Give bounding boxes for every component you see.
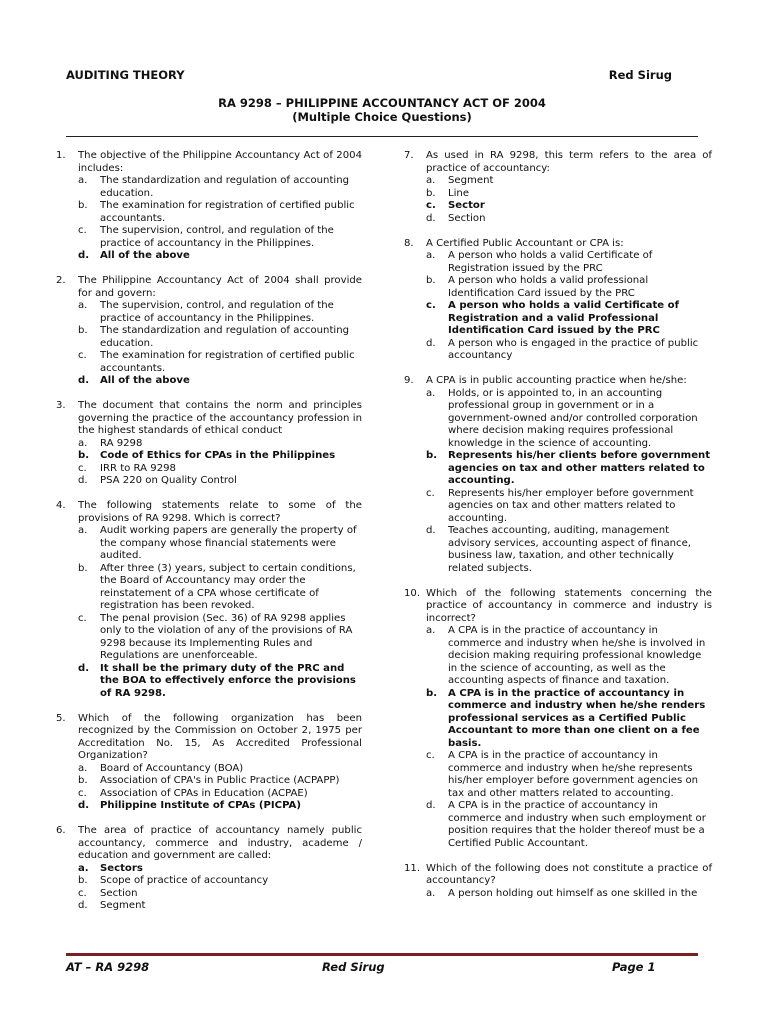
question-line [56, 400, 362, 438]
question-stem: The document that contains the norm and principles governing the practice of the accountancy profession in the highest standards of ethical conduct [78, 400, 362, 436]
answer-option [404, 688, 712, 751]
question-number: 8. [404, 237, 414, 249]
option-text: A person who holds a valid Certificate of Registration issued by the PRC [448, 250, 653, 274]
title-line-1: RA 9298 – PHILIPPINE ACCOUNTANCY ACT OF 2004 [218, 96, 546, 110]
option-text: Teaches accounting, auditing, management advisory services, accounting aspect of finance, business law, taxation, and other technically related subjects. [448, 525, 692, 574]
option-letter: a. [78, 862, 89, 874]
question-line [404, 238, 712, 251]
option-letter: d. [78, 662, 90, 674]
choice-option [404, 888, 712, 901]
question-line [404, 150, 712, 175]
option-text: PSA 220 on Quality Control [100, 475, 237, 486]
footer-doc-code: AT – RA 9298 [66, 960, 150, 974]
option-text: A person holding out himself as one skilled in the [448, 887, 698, 899]
question-number: 1. [56, 150, 66, 161]
option-letter: a. [426, 887, 436, 899]
answer-option [56, 450, 362, 463]
answer-option [404, 300, 712, 338]
choice-option [56, 900, 362, 913]
option-letter: b. [78, 325, 88, 336]
choice-option [404, 213, 712, 226]
question-stem: Which of the following statements concerning the practice of accountancy in commerce and industry is incorrect? [426, 587, 712, 624]
question-item [404, 238, 712, 363]
option-letter: a. [78, 437, 88, 449]
question-stem: The objective of the Philippine Accountancy Act of 2004 includes: [78, 150, 362, 174]
question-item [404, 863, 712, 901]
option-text: A person who holds a valid professional Identification Card issued by the PRC [448, 275, 649, 299]
footer-page-number: Page 1 [612, 960, 656, 974]
question-item [404, 375, 712, 575]
option-letter: b. [78, 450, 90, 461]
option-text: The supervision, control, and regulation of the practice of accountancy in the Philippines. [100, 225, 334, 249]
option-letter: d. [78, 475, 88, 486]
choice-option [404, 488, 712, 526]
option-text: A CPA is in the practice of accountancy in commerce and industry when such employment or position requires that the holder thereof must be a Certified Public Accountant. [448, 800, 706, 849]
question-line [56, 150, 362, 175]
option-letter: a. [426, 250, 436, 261]
choice-option [56, 775, 362, 788]
question-item [404, 588, 712, 851]
option-text: RA 9298 [100, 437, 143, 449]
right-column [404, 150, 712, 900]
question-stem: The following statements relate to some of the provisions of RA 9298. Which is correct? [78, 500, 362, 524]
option-text: All of the above [100, 250, 190, 261]
page-footer [66, 960, 698, 976]
answer-option [56, 800, 362, 813]
option-letter: b. [426, 187, 436, 199]
option-text: The supervision, control, and regulation of the practice of accountancy in the Philippines. [100, 300, 334, 324]
option-letter: b. [78, 562, 88, 574]
question-stem: A CPA is in public accounting practice when he/she: [426, 375, 687, 386]
choice-option [56, 563, 362, 613]
question-number: 2. [56, 275, 66, 286]
question-item [56, 825, 362, 913]
option-text: Represents his/her employer before government agencies on tax and other matters related to accounting. [448, 487, 694, 524]
question-number: 5. [56, 712, 66, 724]
answer-option [56, 375, 362, 388]
choice-option [404, 250, 712, 275]
choice-option [56, 875, 362, 888]
choice-option [56, 888, 362, 901]
option-text: A person who is engaged in the practice of public accountancy [448, 337, 699, 361]
option-text: Audit working papers are generally the property of the company whose financial statements were audited. [100, 525, 357, 561]
option-text: Sectors [100, 862, 143, 874]
option-letter: b. [426, 275, 436, 286]
choice-option [56, 350, 362, 375]
option-letter: a. [426, 387, 436, 399]
choice-option [56, 613, 362, 663]
option-letter: c. [78, 225, 87, 236]
option-text: IRR to RA 9298 [100, 462, 176, 474]
option-letter: c. [426, 487, 435, 499]
option-text: The examination for registration of certified public accountants. [100, 350, 355, 374]
choice-option [56, 763, 362, 776]
choice-option [56, 438, 362, 451]
option-letter: d. [78, 900, 88, 911]
footer-divider [66, 953, 698, 956]
option-text: After three (3) years, subject to certain conditions, the Board of Accountancy may order the reinstatement of a CPA whose certificate of registration has been revoked. [100, 562, 356, 611]
option-text: A CPA is in the practice of accountancy in commerce and industry when he/she renders professional services as a Certified Public Accountant to more than one client on a fee basis. [448, 687, 706, 749]
option-text: Line [448, 187, 470, 199]
question-stem: A Certified Public Accountant or CPA is: [426, 237, 624, 249]
question-number: 9. [404, 375, 414, 386]
page-header [66, 68, 672, 84]
choice-option [56, 463, 362, 476]
option-letter: c. [78, 350, 87, 361]
choice-option [56, 225, 362, 250]
option-text: Section [100, 887, 138, 899]
option-text: All of the above [100, 375, 190, 386]
option-text: Association of CPA's in Public Practice (ACPAPP) [100, 775, 340, 786]
choice-option [56, 525, 362, 563]
question-line [404, 588, 712, 626]
question-number: 4. [56, 500, 66, 511]
option-letter: a. [426, 625, 436, 636]
question-number: 11. [404, 862, 421, 874]
question-line [56, 275, 362, 300]
option-letter: b. [78, 200, 88, 211]
option-text: A CPA is in the practice of accountancy in commerce and industry when he/she represents his/her employer before government agencies on tax and other matters related to accounting. [448, 750, 699, 799]
option-text: The standardization and regulation of accounting education. [100, 325, 350, 349]
choice-option [56, 175, 362, 200]
option-text: The standardization and regulation of accounting education. [100, 175, 350, 199]
left-column [56, 150, 362, 913]
option-letter: a. [78, 300, 88, 311]
question-item [56, 150, 362, 263]
header-author: Red Sirug [608, 68, 672, 82]
option-text: Board of Accountancy (BOA) [100, 762, 244, 774]
option-text: It shall be the primary duty of the PRC and the BOA to effectively enforce the provisions of RA 9298. [100, 662, 356, 699]
answer-option [404, 450, 712, 488]
choice-option [56, 300, 362, 325]
option-letter: d. [78, 800, 90, 811]
choice-option [404, 275, 712, 300]
question-line [56, 500, 362, 525]
question-number: 3. [56, 400, 66, 411]
answer-option [56, 863, 362, 876]
question-number: 6. [56, 825, 66, 836]
question-stem: Which of the following organization has been recognized by the Commission on October 2, 1975 per Accreditation No. 15, As Accredited Professional Organization? [78, 712, 362, 761]
option-letter: c. [426, 750, 435, 761]
option-text: Represents his/her clients before government agencies on tax and other matters related to accounting. [448, 450, 711, 486]
option-letter: a. [78, 762, 88, 774]
option-text: The examination for registration of certified public accountants. [100, 200, 355, 224]
answer-option [56, 663, 362, 701]
option-letter: d. [426, 212, 436, 224]
choice-option [404, 338, 712, 363]
option-text: Code of Ethics for CPAs in the Philippines [100, 450, 336, 461]
question-line [404, 375, 712, 388]
option-letter: a. [78, 525, 88, 536]
option-text: Holds, or is appointed to, in an accounting professional group in government or in a government-owned and/or controlled corporation where decision making requires professional knowledge in the science of accounting. [448, 387, 698, 449]
option-text: Scope of practice of accountancy [100, 875, 269, 886]
choice-option [404, 800, 712, 850]
option-letter: d. [426, 525, 436, 536]
option-letter: b. [78, 775, 88, 786]
option-text: Section [448, 212, 486, 224]
footer-author: Red Sirug [322, 960, 385, 974]
question-stem: The area of practice of accountancy namely public accountancy, commerce and industry, academe / education and government are called: [78, 825, 362, 861]
option-letter: d. [426, 337, 436, 349]
choice-option [56, 788, 362, 801]
question-number: 10. [404, 587, 421, 599]
option-letter: a. [78, 175, 88, 186]
option-letter: b. [426, 687, 438, 699]
option-text: Segment [448, 175, 494, 186]
option-letter: d. [78, 250, 90, 261]
option-letter: c. [426, 200, 436, 211]
title-line-2: (Multiple Choice Questions) [292, 110, 472, 124]
question-stem: The Philippine Accountancy Act of 2004 shall provide for and govern: [78, 275, 362, 299]
answer-option [56, 250, 362, 263]
question-item [56, 500, 362, 700]
choice-option [404, 188, 712, 201]
choice-option [56, 200, 362, 225]
question-item [404, 150, 712, 225]
option-text: A CPA is in the practice of accountancy in commerce and industry when he/she is involved in decision making requiring professional knowledge in the science of accounting, as well as the accounting aspects of finance and taxation. [448, 625, 706, 686]
choice-option [404, 175, 712, 188]
question-line [404, 863, 712, 888]
choice-option [404, 625, 712, 688]
option-text: Association of CPAs in Education (ACPAE) [100, 787, 308, 799]
option-letter: d. [78, 375, 90, 386]
choice-option [56, 475, 362, 488]
option-letter: b. [78, 875, 88, 886]
header-divider [66, 136, 698, 137]
question-item [56, 275, 362, 388]
option-letter: c. [78, 787, 87, 799]
option-text: Sector [448, 200, 485, 211]
choice-option [404, 388, 712, 451]
question-stem: As used in RA 9298, this term refers to the area of practice of accountancy: [426, 150, 712, 174]
header-subject: AUDITING THEORY [66, 68, 185, 82]
question-line [56, 713, 362, 763]
choice-option [404, 750, 712, 800]
option-letter: c. [426, 300, 436, 311]
option-text: A person who holds a valid Certificate of Registration and a valid Professional Identification Card issued by the PRC [448, 300, 679, 336]
choice-option [404, 525, 712, 575]
question-number: 7. [404, 150, 414, 161]
answer-option [404, 200, 712, 213]
document-title [66, 96, 698, 124]
choice-option [56, 325, 362, 350]
question-item [56, 400, 362, 488]
option-text: Philippine Institute of CPAs (PICPA) [100, 800, 301, 811]
question-item [56, 713, 362, 813]
option-letter: c. [78, 612, 87, 624]
option-text: The penal provision (Sec. 36) of RA 9298 applies only to the violation of any of the provisions of RA 9298 because its Implementing Rules and Regulations are unenforceable. [100, 612, 353, 661]
option-letter: b. [426, 450, 438, 461]
question-stem: Which of the following does not constitute a practice of accountancy? [426, 862, 712, 886]
option-text: Segment [100, 900, 146, 911]
question-line [56, 825, 362, 863]
option-letter: d. [426, 800, 436, 811]
option-letter: c. [78, 887, 87, 899]
option-letter: c. [78, 462, 87, 474]
option-letter: a. [426, 175, 436, 186]
